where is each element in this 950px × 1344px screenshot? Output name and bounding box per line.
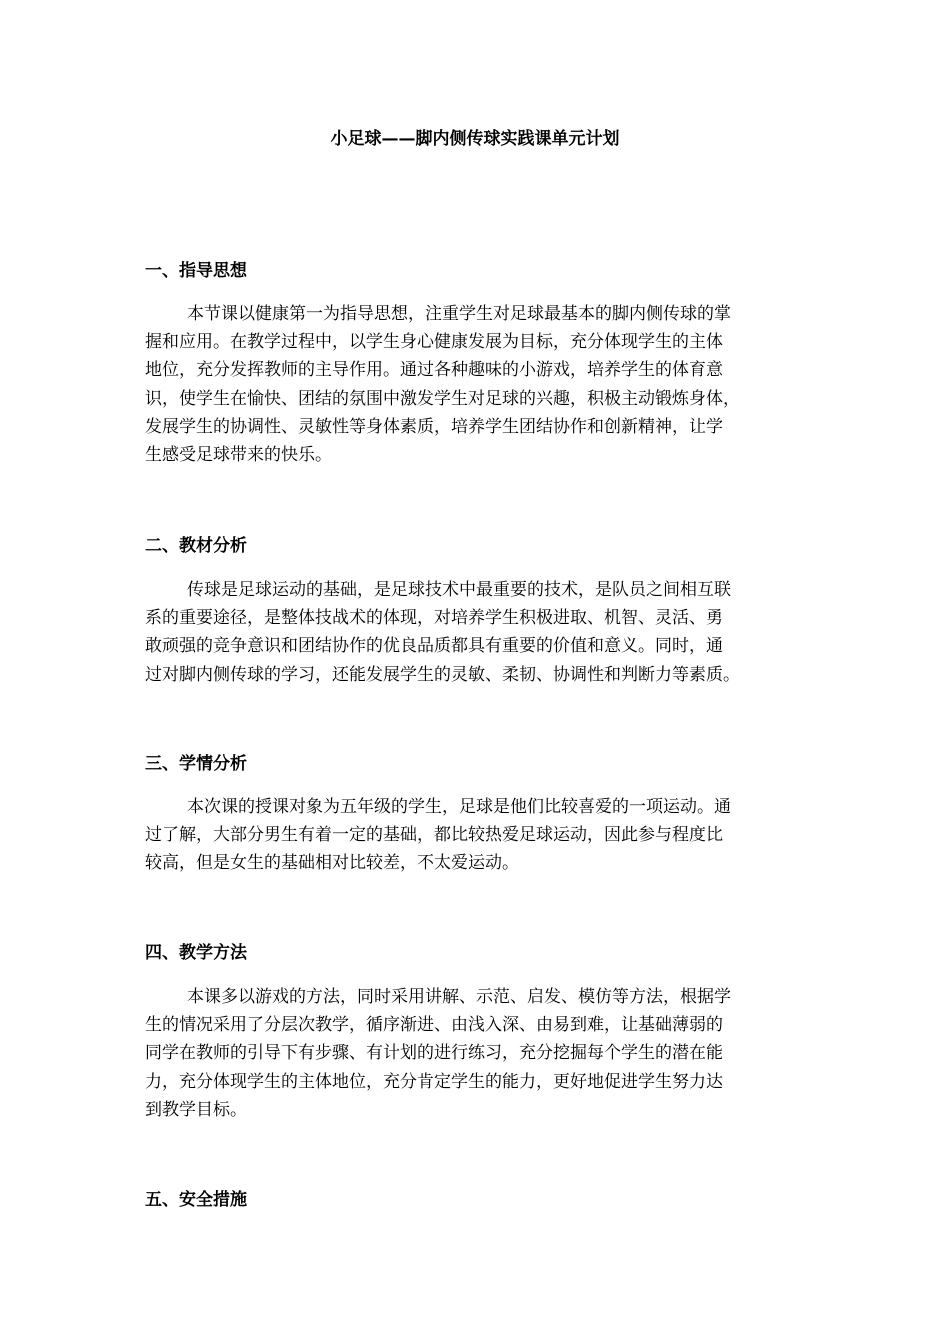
section-body-teaching-methods (145, 983, 805, 1124)
paragraph-line: 敢顽强的竞争意识和团结协作的优良品质都具有重要的价值和意义。同时，通 (145, 636, 723, 657)
paragraph-line: 生感受足球带来的快乐。 (145, 445, 332, 466)
section-heading-material-analysis: 二、教材分析 (145, 536, 247, 556)
paragraph-line: 传球是足球运动的基础，是足球技术中最重要的技术，是队员之间相互联 (187, 580, 731, 600)
document-title: 小足球——脚内侧传球实践课单元计划 (330, 129, 620, 149)
paragraph-line: 到教学目标。 (145, 1099, 247, 1120)
section-heading-guiding-ideology: 一、指导思想 (145, 261, 247, 281)
paragraph-line: 生的情况采用了分层次教学，循序渐进、由浅入深、由易到难，让基础薄弱的 (145, 1015, 723, 1036)
paragraph-line: 握和应用。在教学过程中，以学生身心健康发展为目标，充分体现学生的主体 (145, 332, 723, 353)
section-heading-safety-measures: 五、安全措施 (145, 1190, 247, 1210)
paragraph-line: 同学在教师的引导下有步骤、有计划的进行练习，充分挖掘每个学生的潜在能 (145, 1043, 723, 1064)
paragraph-line: 过对脚内侧传球的学习，还能发展学生的灵敏、柔韧、协调性和判断力等素质。 (145, 664, 740, 685)
section-heading-teaching-methods: 四、教学方法 (145, 943, 247, 963)
paragraph-line: 本课多以游戏的方法，同时采用讲解、示范、启发、模仿等方法，根据学 (187, 987, 731, 1007)
section-heading-student-analysis: 三、学情分析 (145, 754, 247, 774)
paragraph-line: 过了解，大部分男生有着一定的基础，都比较热爱足球运动，因此参与程度比 (145, 825, 723, 846)
paragraph-line: 本节课以健康第一为指导思想，注重学生对足球最基本的脚内侧传球的掌 (187, 304, 731, 324)
section-body-material-analysis (145, 576, 805, 689)
paragraph-line: 地位，充分发挥教师的主导作用。通过各种趣味的小游戏，培养学生的体育意 (145, 360, 723, 381)
paragraph-line: 本次课的授课对象为五年级的学生，足球是他们比较喜爱的一项运动。通 (187, 797, 731, 817)
paragraph-line: 发展学生的协调性、灵敏性等身体素质，培养学生团结协作和创新精神，让学 (145, 416, 723, 437)
paragraph-line: 识，使学生在愉快、团结的氛围中激发学生对足球的兴趣，积极主动锻炼身体， (145, 388, 740, 409)
paragraph-line: 系的重要途径，是整体技战术的体现，对培养学生积极进取、机智、灵活、勇 (145, 608, 723, 629)
paragraph-line: 较高，但是女生的基础相对比较差，不太爱运动。 (145, 853, 519, 874)
section-body-guiding-ideology (145, 300, 805, 469)
paragraph-line: 力，充分体现学生的主体地位，充分肯定学生的能力，更好地促进学生努力达 (145, 1071, 723, 1092)
section-body-student-analysis (145, 793, 805, 878)
